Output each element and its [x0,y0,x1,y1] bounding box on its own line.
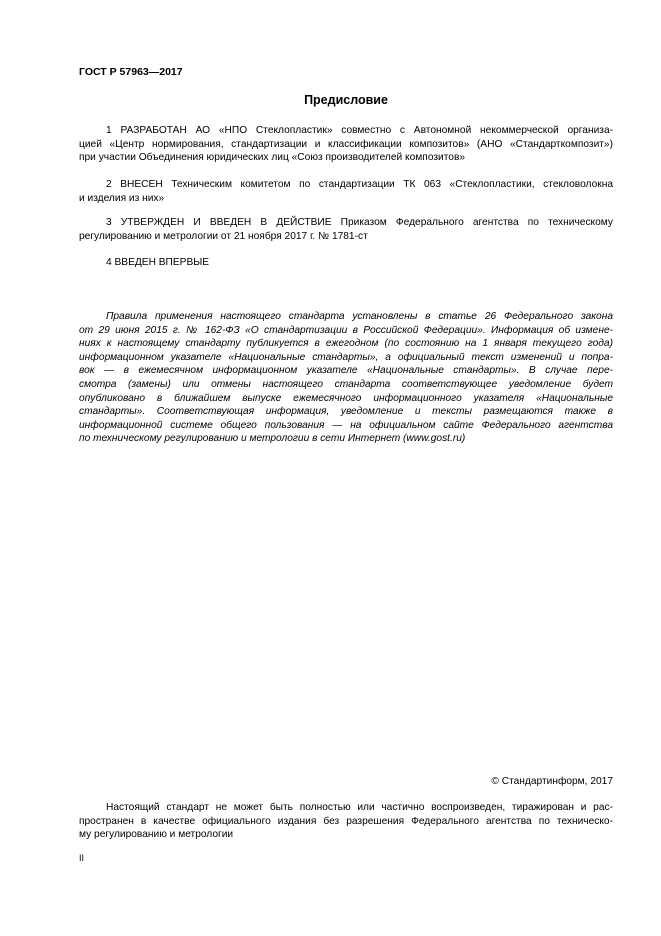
foreword-item-1-line-2: цией «Центр нормирования, стандартизации и классификации композитов» (АНО «Стандарткомпозит») [79,138,613,150]
notice-line-4: информационном указателе «Национальные стандарты», а официальный текст изменений и попра- [79,351,613,363]
foreword-item-4 [79,256,613,270]
document-code: ГОСТ Р 57963—2017 [79,66,183,78]
notice-line-9: информационной системе общего пользования — на официальном сайте Федерального агентства [79,419,613,431]
foreword-item-3 [79,216,613,243]
notice-line-8: стандарты». Соответствующая информация, уведомление и тексты размещаются также в [79,406,613,418]
rights-line-1: Настоящий стандарт не может быть полностью или частично воспроизведен, тиражирован и рас- [106,802,613,813]
notice-line-10: по техническому регулированию и метрологии в сети Интернет (www.gost.ru) [79,433,466,445]
foreword-item-3-line-1: 3 УТВЕРЖДЕН И ВВЕДЕН В ДЕЙСТВИЕ Приказом Федерального агентства по техническому [106,217,613,228]
rights-line-3: му регулированию и метрологии [79,829,234,841]
foreword-item-1-line-1: 1 РАЗРАБОТАН АО «НПО Стеклопластик» совместно с Автономной некоммерческой организа- [106,125,613,136]
notice-line-5: вок — в ежемесячном информационном указателе «Национальные стандарты». В случае пере- [79,365,613,377]
foreword-item-2-line-2: и изделия из них» [79,192,165,204]
foreword-item-3-line-2: регулированию и метрологии от 21 ноября 2017 г. № 1781-ст [79,230,368,242]
notice-line-2: от 29 июня 2015 г. № 162-ФЗ «О стандартизации в Российской Федерации». Информация об измене- [79,324,613,336]
foreword-item-2-line-1: 2 ВНЕСЕН Техническим комитетом по стандартизации ТК 063 «Стеклопластики, стекловолокна [106,179,613,190]
notice-line-6: смотра (замены) или отмены настоящего стандарта соответствующее уведомление будет [79,378,613,390]
reproduction-rights-notice [79,801,613,842]
standard-application-notice [79,310,613,446]
page-number: II [79,853,85,863]
foreword-item-4-line-1: 4 ВВЕДЕН ВПЕРВЫЕ [106,257,210,268]
notice-line-7: опубликовано в ближайшем выпуске ежемесячного информационного указателя «Национальные [79,392,613,404]
section-title: Предисловие [304,93,388,107]
foreword-item-1-line-3: при участии Объединения юридических лиц «Союз производителей композитов» [79,152,466,164]
notice-line-3: ниях к настоящему стандарту публикуется в ежегодном (по состоянию на 1 января текущего года) [79,338,613,350]
notice-line-1: Правила применения настоящего стандарта установлены в статье 26 Федерального закона [106,311,613,322]
foreword-item-2 [79,178,613,205]
rights-line-2: пространен в качестве официального издания без разрешения Федерального агентства по техническо- [79,815,613,827]
foreword-item-1 [79,124,613,165]
copyright-notice: © Стандартинформ, 2017 [491,776,613,787]
